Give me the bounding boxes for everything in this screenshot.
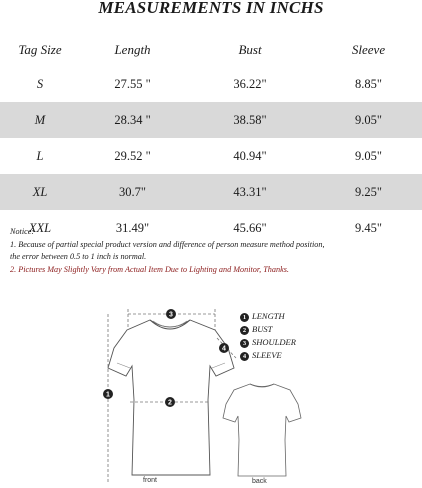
page-title: MEASUREMENTS IN INCHS [98,0,324,17]
notice-block [10,226,420,276]
cell-length: 28.34 " [80,102,185,138]
size-chart-table [0,34,422,246]
cell-length: 31.49" [115,220,150,235]
cell-bust: 43.31" [185,174,315,210]
marker-bust-number: 2 [168,399,172,407]
front-caption: front [143,477,158,484]
marker-shoulder [166,309,176,319]
cell-sleeve: 9.45" [355,220,382,235]
notice-line-2: the error between 0.5 to 1 inch is normal. [10,252,147,261]
marker-length-number: 1 [106,391,110,399]
marker-length [103,389,113,399]
marker-bust [165,397,175,407]
notice-line-3: 2. Pictures May Slightly Vary from Actual Item Due to Lighting and Monitor, Thanks. [10,264,289,274]
cell-size: L [36,148,44,163]
legend-number: 2 [240,326,249,335]
notice-heading: Notice: [10,227,35,236]
table-row [0,66,422,102]
legend-item [240,350,282,361]
cell-sleeve: 9.05" [355,148,382,163]
legend-label-shoulder: SHOULDER [252,337,296,347]
cell-bust: 40.94" [233,148,267,163]
legend-number: 3 [240,339,249,348]
marker-shoulder-number: 3 [169,311,173,319]
legend-label-sleeve: SLEEVE [252,350,282,360]
header-tag-size: Tag Size [18,42,62,57]
legend-item [240,337,296,348]
marker-sleeve-number: 4 [222,345,226,353]
legend-item [240,311,285,322]
header-bust: Bust [238,42,262,57]
legend-label-length: LENGTH [252,311,285,321]
header-sleeve: Sleeve [351,42,386,57]
cell-length: 30.7" [80,174,185,210]
table-header-row [0,34,422,66]
cell-sleeve: 9.25" [315,174,422,210]
cell-size: M [0,102,80,138]
cell-size: S [36,76,44,91]
notice-line-1: 1. Because of partial special product version and difference of person measure method position, [10,239,325,249]
cell-sleeve: 9.05" [315,102,422,138]
cell-bust: 36.22" [233,76,267,91]
cell-size: XL [0,174,80,210]
cell-size: XXL [28,220,52,235]
cell-bust: 38.58" [185,102,315,138]
cell-sleeve: 8.85" [355,76,382,91]
legend-number: 1 [240,313,249,322]
back-shirt-illustration [223,384,301,476]
header-length: Length [114,42,151,57]
cell-length: 29.52 " [114,148,151,163]
legend-label-bust: BUST [252,324,273,334]
cell-length: 27.55 " [114,76,151,91]
table-row [0,138,422,174]
measurement-diagram [0,290,422,488]
legend-number: 4 [240,352,249,361]
back-caption: back [252,478,267,485]
cell-bust: 45.66" [233,220,267,235]
legend-item [240,324,272,335]
table-row [0,102,422,138]
marker-sleeve [219,343,229,353]
table-row [0,174,422,210]
